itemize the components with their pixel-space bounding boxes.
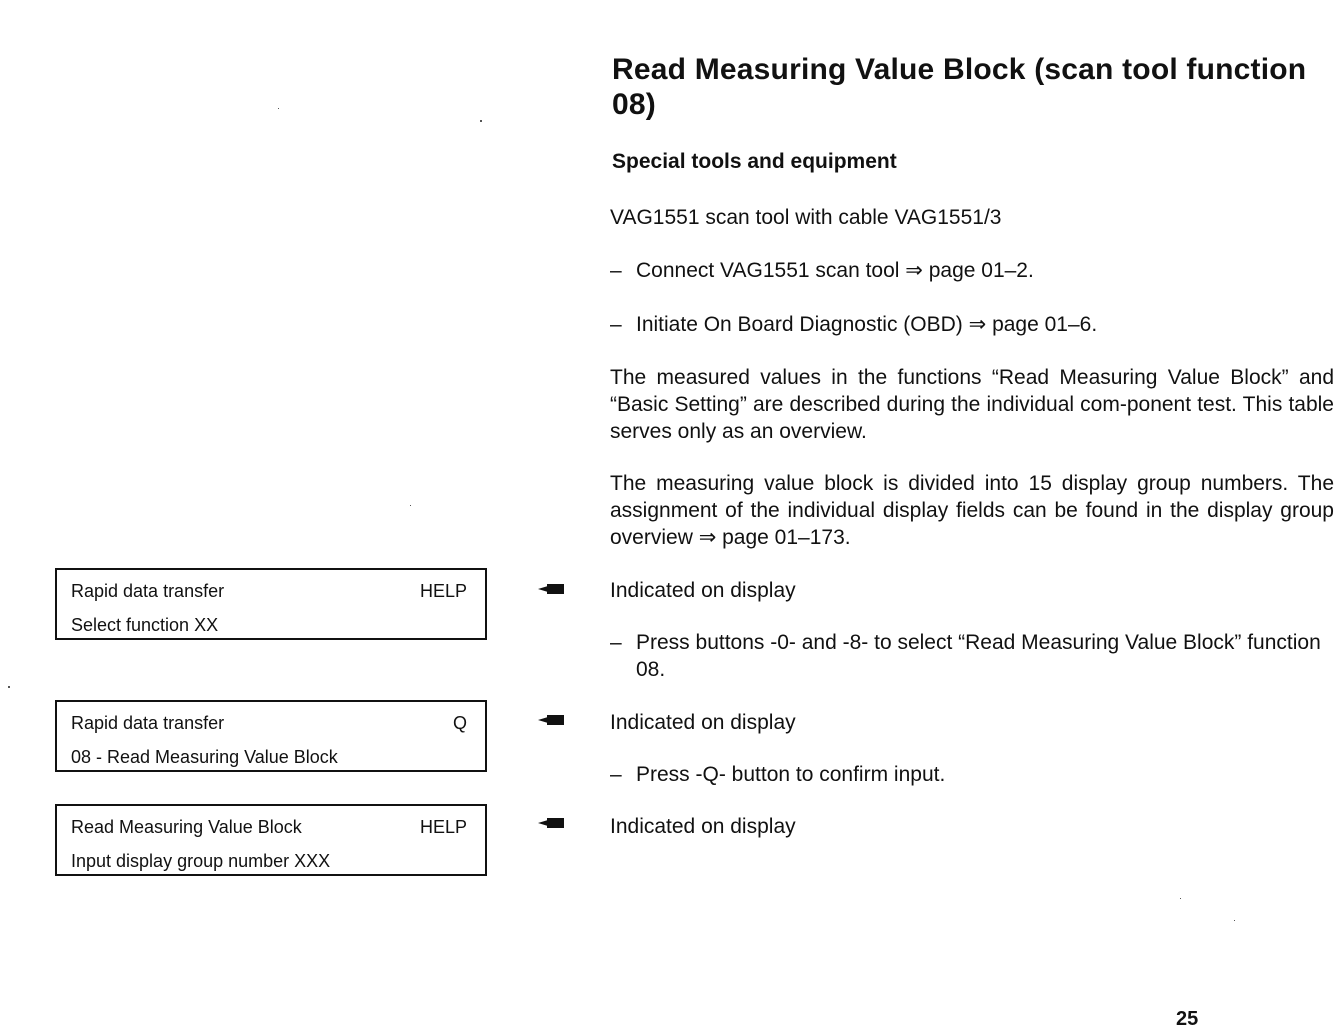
special-tools-heading: Special tools and equipment: [612, 150, 897, 173]
step-dash: –: [610, 259, 622, 282]
pointing-hand-icon: [538, 713, 566, 727]
indicated-on-display-2: Indicated on display: [610, 711, 796, 734]
display-q-label: Q: [452, 713, 467, 733]
tool-line: VAG1551 scan tool with cable VAG1551/3: [610, 206, 1002, 229]
display-box-select-function: [55, 568, 487, 640]
action-text: Press -Q- button to confirm input.: [636, 763, 946, 786]
display-help-label: HELP: [419, 817, 467, 837]
display-line-2: 08 - Read Measuring Value Block: [71, 747, 338, 767]
display-line-2: Input display group number XXX: [71, 851, 331, 871]
page-number: 25: [1176, 1008, 1199, 1030]
scan-speck: [278, 108, 279, 109]
indicated-on-display-1: Indicated on display: [610, 579, 796, 602]
action-text: Press buttons -0- and -8- to select “Read Measuring Value Block” function 08.: [636, 631, 1321, 681]
indicated-on-display-3: Indicated on display: [610, 815, 796, 838]
action-dash: –: [610, 763, 622, 786]
display-line-1: [71, 814, 467, 840]
display-box-read-measuring: [55, 700, 487, 772]
display-line-1: [71, 710, 467, 736]
pointing-hand-icon: [538, 816, 566, 830]
display-line-1-text: Read Measuring Value Block: [71, 817, 302, 837]
step-dash: –: [610, 313, 622, 336]
display-line-1-text: Rapid data transfer: [71, 713, 225, 733]
display-line-2: Select function XX: [71, 615, 219, 635]
action-dash: –: [610, 631, 622, 654]
scan-speck: [410, 505, 411, 506]
scan-speck: [1180, 898, 1181, 899]
step-connect: [610, 257, 1334, 284]
display-help-label: HELP: [419, 581, 467, 601]
display-box-input-group: [55, 804, 487, 876]
scan-speck: [8, 686, 10, 688]
step-initiate-obd: [610, 311, 1334, 338]
display-line-1-text: Rapid data transfer: [71, 581, 225, 601]
scan-speck: [1234, 920, 1235, 921]
paragraph-display-groups: The measuring value block is divided into 15 display group numbers. The assignment of the individual display fields can be found in the display group overview ⇒ page 01–173.: [610, 472, 1334, 549]
display-line-1: [71, 578, 467, 604]
page-title: Read Measuring Value Block (scan tool function 08): [612, 53, 1307, 121]
action-confirm-input: [610, 761, 1334, 788]
step-text: Initiate On Board Diagnostic (OBD) ⇒ page 01–6.: [636, 313, 1098, 336]
scan-speck: [480, 120, 482, 122]
pointing-hand-icon: [538, 582, 566, 596]
step-text: Connect VAG1551 scan tool ⇒ page 01–2.: [636, 259, 1034, 282]
paragraph-measured-values: The measured values in the functions “Read Measuring Value Block” and “Basic Setting” are described during the individual com-ponent test. This table serves only as an overview.: [610, 366, 1334, 443]
action-select-function: [610, 629, 1334, 683]
